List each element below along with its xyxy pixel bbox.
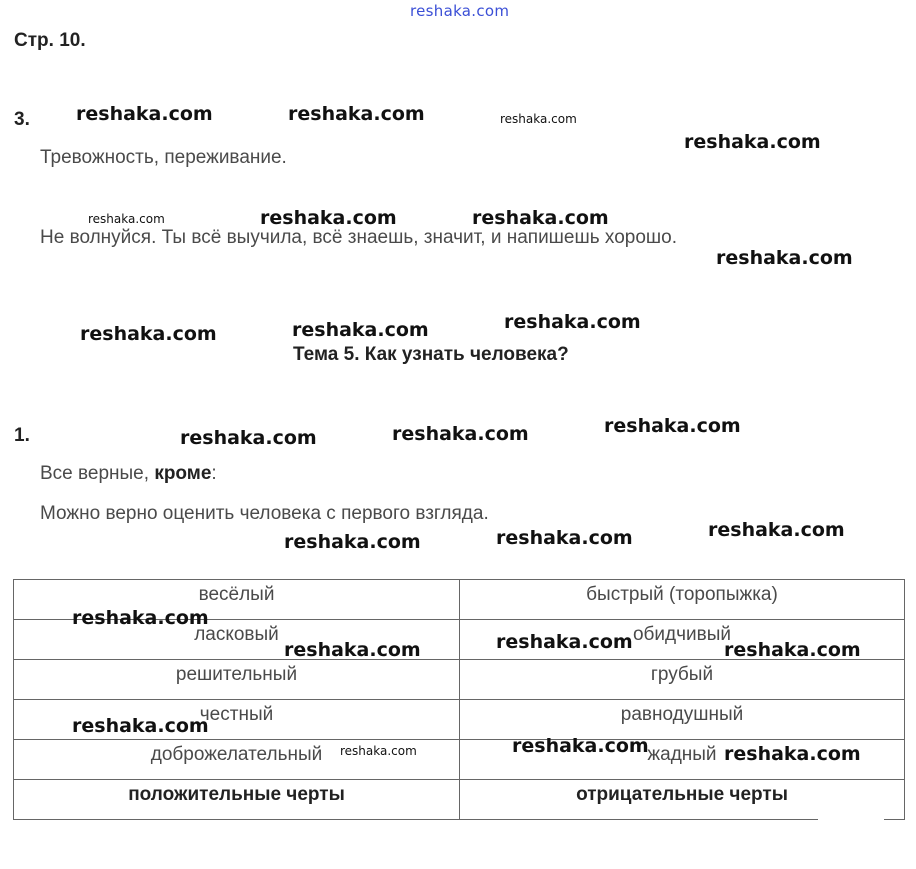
watermark: reshaka.com <box>260 207 397 229</box>
watermark: reshaka.com <box>604 415 741 437</box>
watermark: reshaka.com <box>392 423 529 445</box>
watermark: reshaka.com <box>724 743 861 765</box>
task3-number: 3. <box>14 109 30 130</box>
negative-trait-cell: жадный <box>460 740 905 780</box>
watermark: reshaka.com <box>72 715 209 737</box>
page-label: Стр. 10. <box>14 30 86 51</box>
negative-trait-cell: равнодушный <box>460 700 905 740</box>
watermark: reshaka.com <box>284 639 421 661</box>
positive-traits-header: положительные черты <box>14 780 460 820</box>
watermark: reshaka.com <box>340 744 417 758</box>
watermark: reshaka.com <box>88 212 165 226</box>
task1-line2: Можно верно оценить человека с первого взгляда. <box>40 503 489 524</box>
watermark: reshaka.com <box>708 519 845 541</box>
watermark: reshaka.com <box>180 427 317 449</box>
task1-number: 1. <box>14 425 30 446</box>
watermark: reshaka.com <box>724 639 861 661</box>
negative-trait-cell: обидчивый <box>460 620 905 660</box>
positive-trait-cell: честный <box>14 700 460 740</box>
watermark: reshaka.com <box>472 207 609 229</box>
watermark: reshaka.com <box>500 112 577 126</box>
table-footer-row <box>14 780 905 820</box>
watermark: reshaka.com <box>76 103 213 125</box>
watermark: reshaka.com <box>684 131 821 153</box>
task1-line1-bold: кроме <box>154 463 212 484</box>
watermark: reshaka.com <box>80 323 217 345</box>
watermark: reshaka.com <box>496 631 633 653</box>
watermark: reshaka.com <box>292 319 429 341</box>
positive-trait-cell: решительный <box>14 660 460 700</box>
task1-line1-prefix: Все верные, <box>40 463 155 484</box>
negative-trait-cell: грубый <box>460 660 905 700</box>
task1-line1 <box>40 463 217 485</box>
positive-trait-cell: ласковый <box>14 620 460 660</box>
watermark: reshaka.com <box>72 607 209 629</box>
watermark: reshaka.com <box>512 735 649 757</box>
watermark: reshaka.com <box>288 103 425 125</box>
watermark: reshaka.com <box>496 527 633 549</box>
negative-trait-cell: быстрый (торопыжка) <box>460 580 905 620</box>
watermark: reshaka.com <box>284 531 421 553</box>
task3-line2: Не волнуйся. Ты всё выучила, всё знаешь, значит, и напишешь хорошо. <box>40 227 677 248</box>
task1-line1-suffix: : <box>211 463 217 484</box>
watermark: reshaka.com <box>716 247 853 269</box>
border-gap <box>818 818 884 824</box>
positive-trait-cell: весёлый <box>14 580 460 620</box>
topic-title: Тема 5. Как узнать человека? <box>293 344 569 365</box>
task3-line1: Тревожность, переживание. <box>40 147 287 168</box>
watermark: reshaka.com <box>504 311 641 333</box>
top-watermark: reshaka.com <box>410 2 510 20</box>
positive-trait-cell: доброжелательный <box>14 740 460 780</box>
table-row <box>14 660 905 700</box>
negative-traits-header: отрицательные черты <box>460 780 905 820</box>
